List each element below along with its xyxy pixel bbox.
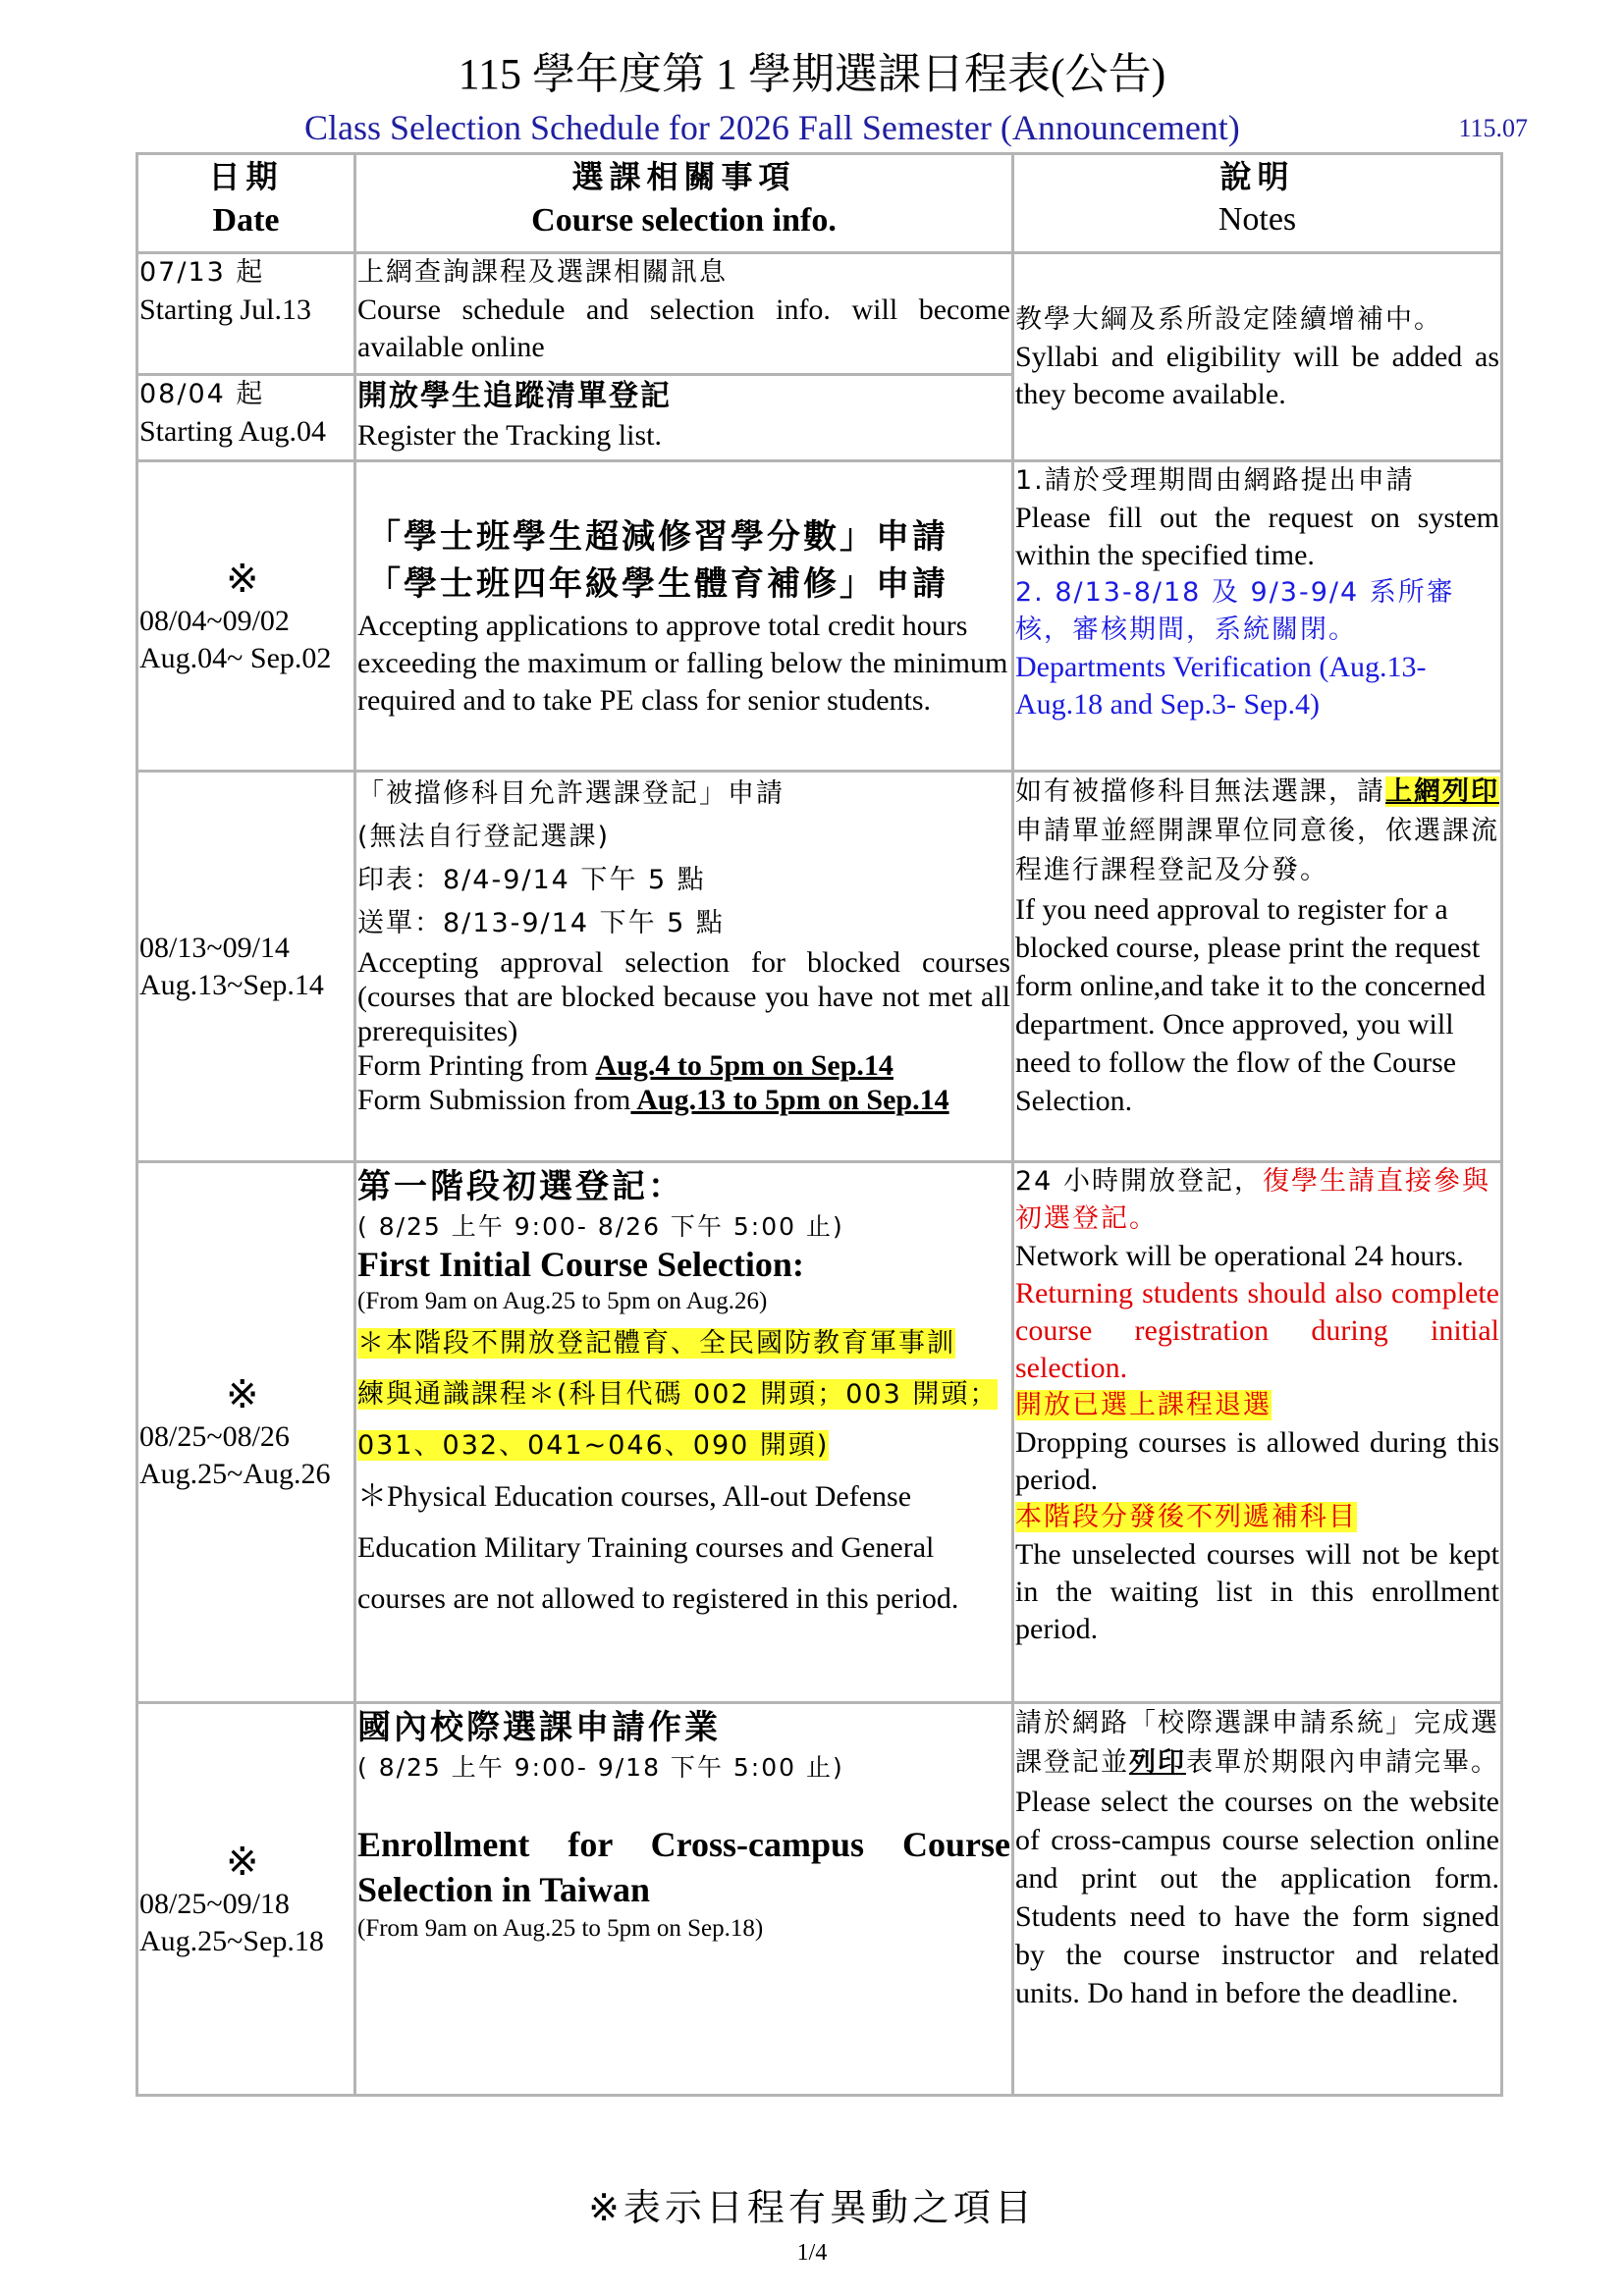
page-title-en: Class Selection Schedule for 2026 Fall Semester (Announcement) xyxy=(304,108,1240,147)
header-date: 日期 Date xyxy=(137,154,355,253)
row4-notes: 如有被擋修科目無法選課，請上網列印申請單並經開課單位同意後，依選課流程進行課程登記及分發。 If you need approval to register for a blocked course, please print the request form online,and take it to the concerned department. Once approved, you will need to follow the flow of the Course Selection. xyxy=(1013,772,1502,1162)
table-row xyxy=(137,772,1502,1162)
page-title-zh: 115 學年度第 1 學期選課日程表(公告) xyxy=(458,50,1166,98)
row6-info: 國內校際選課申請作業 ( 8/25 上午 9:00- 9/18 下午 5:00 止) Enrollment for Cross-campus Course Selection in Taiwan (From 9am on Aug.25 to 5pm on Sep.18) xyxy=(355,1703,1013,2096)
page-number: 1/4 xyxy=(796,2240,828,2266)
change-mark: ※ xyxy=(226,1372,259,1416)
header-info: 選課相關事項 Course selection info. xyxy=(355,154,1013,253)
row5-notes: 24 小時開放登記，復學生請直接參與初選登記。 Network will be operational 24 hours. Returning students should also complete course registration during initial selection. 開放已選上課程退選 Dropping courses is allowed during this period. 本階段分發後不列遞補科目 The unselected courses will not be kept in the waiting list in this enrollment period. xyxy=(1013,1162,1502,1703)
change-mark: ※ xyxy=(226,556,259,601)
schedule-table xyxy=(135,152,1503,2097)
table-row xyxy=(137,461,1502,772)
row3-notes: 1.請於受理期間由網路提出申請 Please fill out the request on system within the specified time. 2. 8/13-8/18 及 9/3-9/4 系所審核，審核期間，系統關閉。 Departments Verification (Aug.13-Aug.18 and Sep.3- Sep.4) xyxy=(1013,461,1502,772)
row1-date: 07/13 起 Starting Jul.13 xyxy=(137,253,355,375)
row3-info: 「學士班學生超減修習學分數」申請 「學士班四年級學生體育補修」申請 Accepting applications to approve total credit hours exceeding the maximum or falling below the minimum required and to take PE class for senior students. xyxy=(355,461,1013,772)
table-row xyxy=(137,1703,1502,2096)
form-printing-line: Form Printing from Aug.4 to 5pm on Sep.14 xyxy=(357,1049,893,1082)
table-row xyxy=(137,1162,1502,1703)
row4-date: 08/13~09/14 Aug.13~Sep.14 xyxy=(137,772,355,1162)
row3-date: ※ 08/04~09/02 Aug.04~ Sep.02 xyxy=(137,461,355,772)
table-header-row xyxy=(137,154,1502,253)
row12-notes: 教學大綱及系所設定陸續增補中。 Syllabi and eligibility will be added as they become available. xyxy=(1013,253,1502,461)
row6-notes: 請於網路「校際選課申請系統」完成選課登記並列印表單於期限內申請完畢。 Please select the courses on the website of cross-campus course selection online and print out the application form. Students need to have the form signed by the course instructor and related units. Do hand in before the deadline. xyxy=(1013,1703,1502,2096)
row5-date: ※ 08/25~08/26 Aug.25~Aug.26 xyxy=(137,1162,355,1703)
row2-info: 開放學生追蹤清單登記 Register the Tracking list. xyxy=(355,375,1013,461)
table-row xyxy=(137,253,1502,375)
header-notes: 說明 Notes xyxy=(1013,154,1502,253)
row4-info: 「被擋修科目允許選課登記」申請 (無法自行登記選課) 印表：8/4-9/14 下午 5 點 送單：8/13-9/14 下午 5 點 Accepting approval selection for blocked courses (courses that are blocked because you have not met all prerequisites) Form Printing from Aug.4 to 5pm on Sep.14 Form Submission from Aug.13 to 5pm on Sep.14 xyxy=(355,772,1013,1162)
row5-info: 第一階段初選登記： ( 8/25 上午 9:00- 8/26 下午 5:00 止) First Initial Course Selection: (From 9am on Aug.25 to 5pm on Aug.26) ＊本階段不開放登記體育、全民國防教育軍事訓 練與通識課程＊(科目代碼 002 開頭；003 開頭； 031、032、041~046、090 開頭) ＊Physical Education courses, All-out Defense Education Military Training courses and General courses are not allowed to registered in this period. xyxy=(355,1162,1013,1703)
change-mark: ※ xyxy=(226,1839,259,1884)
document-date: 115.07 xyxy=(1458,114,1528,142)
footer-change-note: ※表示日程有異動之項目 xyxy=(588,2186,1036,2229)
row2-date: 08/04 起 Starting Aug.04 xyxy=(137,375,355,461)
row6-date: ※ 08/25~09/18 Aug.25~Sep.18 xyxy=(137,1703,355,2096)
form-submission-line: Form Submission from Aug.13 to 5pm on Sep.14 xyxy=(357,1084,949,1116)
row1-info: 上網查詢課程及選課相關訊息 Course schedule and selection info. will become available online xyxy=(355,253,1013,375)
